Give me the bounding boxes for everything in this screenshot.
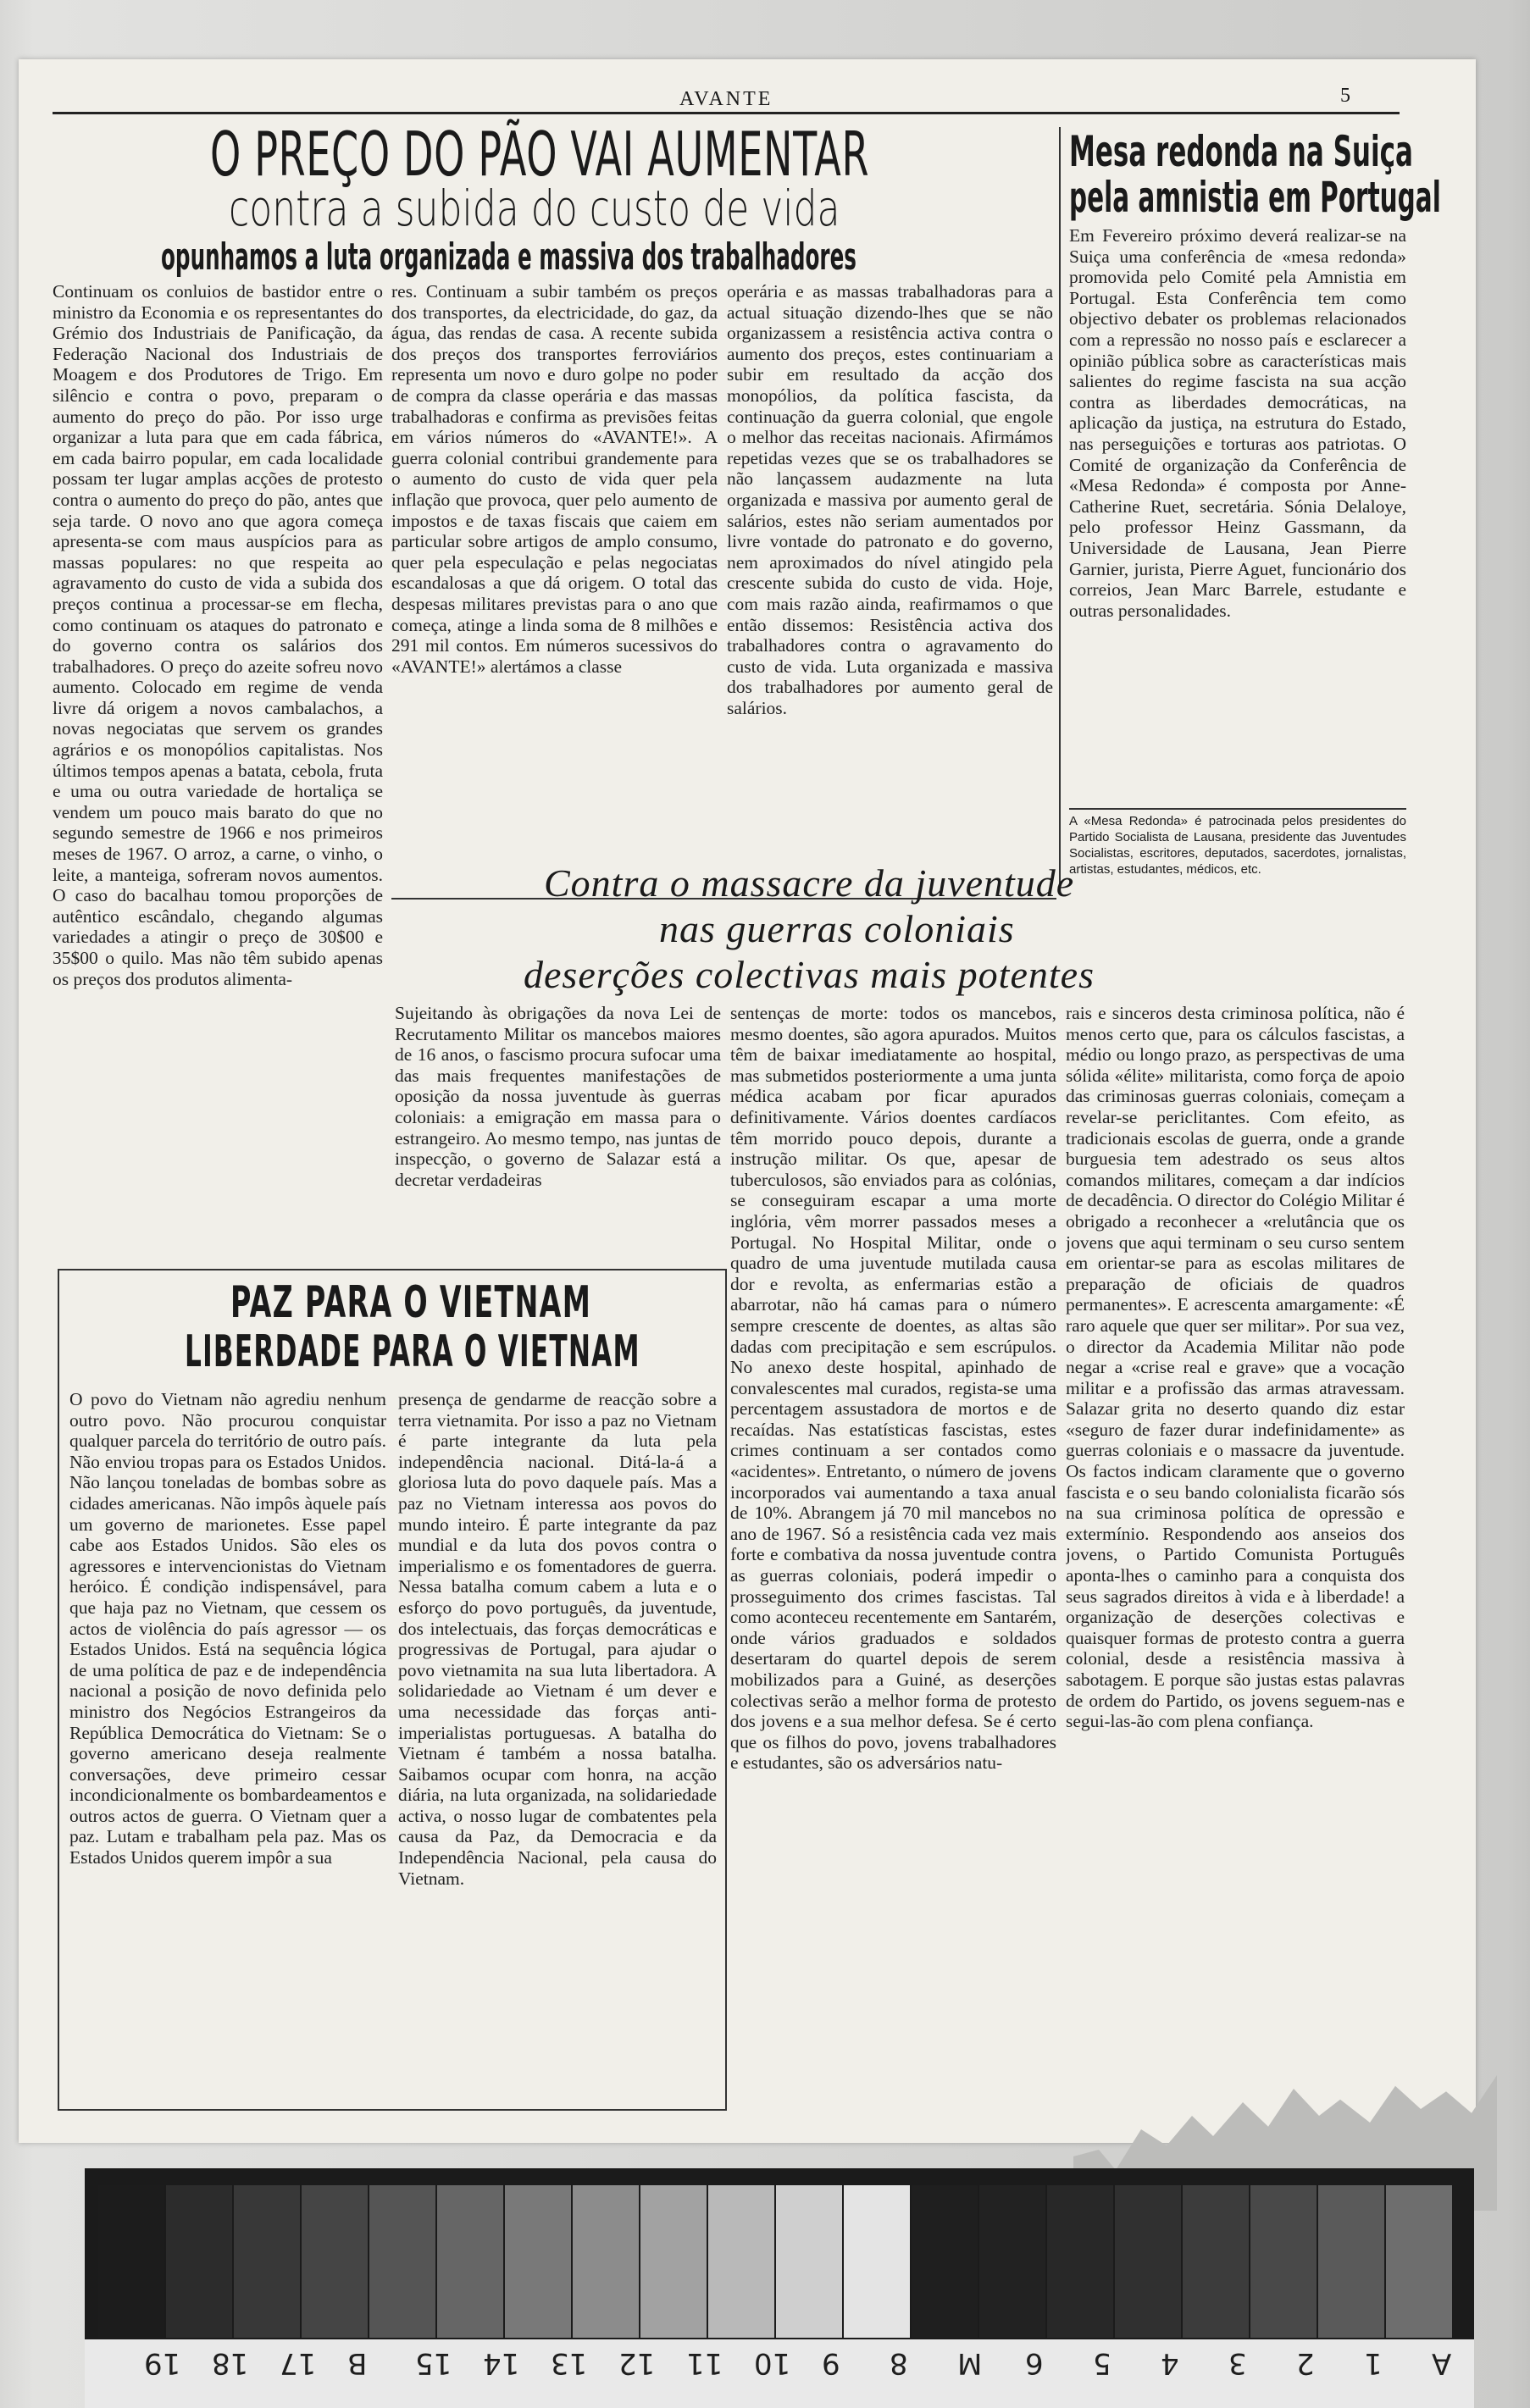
- gray-patch: [1250, 2185, 1317, 2338]
- sidebar-subtitle: pela amnistia em Portugal: [1069, 173, 1441, 222]
- gray-patch: [844, 2185, 910, 2338]
- gray-patch: [166, 2185, 232, 2338]
- gray-patch: [640, 2185, 707, 2338]
- sidebar-body: Em Fevereiro próximo deverá realizar-se na Suiça uma conferência de «mesa redonda» promovida pelo Comité pela Amnistia em Portugal. Esta Conferência tem como objectivo debater os problemas relacionados com a repressão no nosso país e esclarecer a opinião pública sobre as características mais salientes do regime fascista na sua acção contra as liberdades democráticas, na aplicação da justiça, na estrutura do Estado, nas perseguições e torturas aos patriotas. O Comité de organização da Conferência de «Mesa Redonda» é composta por Anne-Catherine Ruet, secretária. Sónia Delaloye, pelo professor Heinz Gassmann, da Universidade de Lausana, Jean Pierre Garnier, jurista, Pierre Aguet, funcionário dos correios, Jean Marc Barrele, estudante e outras personalidades.: [1069, 225, 1406, 621]
- page-number: 5: [1340, 85, 1350, 107]
- scale-label: 9: [822, 2346, 840, 2380]
- sidebar-title: Mesa redonda na Suiça: [1069, 127, 1413, 176]
- scale-label: B: [347, 2346, 368, 2380]
- gray-patch: [1183, 2185, 1249, 2338]
- youth-article-col1: Sujeitando às obrigações da nova Lei de Recrutamento Militar os mancebos maiores de 16 anos, o fascismo procura sufocar uma das mais frequentes manifestações de oposição da nossa juventude às guerras coloniais: a emigração em massa para o estrangeiro. Ao mesmo tempo, nas juntas de inspecção, o governo de Salazar está a decretar verdadeiras: [395, 1003, 721, 1190]
- main-title: O PREÇO DO PÃO VAI AUMENTAR: [210, 119, 870, 190]
- gray-patch: [708, 2185, 774, 2338]
- main-subtitle: contra a subida do custo de vida: [229, 180, 840, 237]
- main-article-col1: Continuam os conluios de bastidor entre o ministro da Economia e os representantes do Grémio dos Industriais de Panificação, da Federação Nacional dos Industriais de Moagem e dos Produtores de Trigo. Em silêncio e contra o povo, preparam o aumento do preço do pão. Por isso urge organizar a luta para que em cada fábrica, em cada bairro popular, em cada localidade possam ter lugar amplas acções de protesto contra o aumento do preço do pão, antes que seja tarde. O novo ano que agora começa apresenta-se com maus auspícios para as massas populares: no que respeita ao agravamento do custo de vida a subida dos preços continua a processar-se em flecha, como continuam os ataques do patronato e do governo contra os salários dos trabalhadores. O preço do azeite sofreu novo aumento. Colocado em regime de venda livre dá origem a novos cambalachos, a novas negociatas que servem os grandes agrários e os monopólios capitalistas. Nos últimos tempos apenas a batata, cebola, fruta e uma ou outra variedade de hortaliça se vendem um pouco mais barato do que no segundo semestre de 1966 e nos primeiros meses de 1967. O arroz, a carne, o vinho, o leite, a manteiga, sofreram novos aumentos. O caso do bacalhau tomou proporções de autêntico escândalo, chegando algumas variedades a atingir o preço de 30$00 e 35$00 o quilo. Mas não têm subido apenas os preços dos produtos alimenta-: [53, 281, 383, 989]
- gray-patch: [573, 2185, 639, 2338]
- main-article-col3: operária e as massas trabalhadoras para a actual situação dizendo-lhes que se não organizassem a resistência activa contra o aumento dos preços, estes continuariam a subir em resultado da acção dos monopólios, da política fascista, da continuação da guerra colonial, que engole o melhor das receitas nacionais. Afirmámos repetidas vezes que se os trabalhadores se não lançassem audazmente na luta organizada e massiva por aumento geral de salários, estes não seriam aumentados por livre vontade do patronato e do governo, nem aproximados do nível atingido pela crescente subida do custo de vida. Hoje, com mais razão ainda, reafirmamos o que então dissemos: Resistência activa dos trabalhadores contra o agravamento do custo de vida. Luta organizada e massiva dos trabalhadores por aumento geral de salários.: [727, 281, 1053, 718]
- scale-label: 11: [686, 2346, 723, 2380]
- gray-patch: [1318, 2185, 1384, 2338]
- vietnam-article-col1: O povo do Vietnam não agrediu nenhum outro povo. Não procurou conquistar qualquer parcela do território de outro país. Não enviou tropas para os Estados Unidos. Não lançou toneladas de bombas sobre as cidades americanas. Não impôs àquele país um governo de marionetes. Esse papel cabe aos Estados Unidos. São eles os agressores e intervencionistas do Vietnam heróico. É condição indispensável, para que haja paz no Vietnam, que cessem os actos de violência do país agressor — os Estados Unidos. Está na sequência lógica de uma política de paz e de independência nacional a posição de novo definida pelo ministro dos Negócios Estrangeiros da República Democrática do Vietnam: Se o governo americano deseja realmente conversações, deve primeiro cessar incondicionalmente os bombardeamentos e outros actos de guerra. O Vietnam quer a paz. Lutam e trabalham pela paz. Mas os Estados Unidos querem impôr a sua: [69, 1389, 386, 1868]
- sidebar-note: A «Mesa Redonda» é patrocinada pelos presidentes do Partido Socialista de Lausana, presidente das Juventudes Socialistas, escritores, deputados, sacerdotes, jornalistas, artistas, estudantes, médicos, etc.: [1069, 814, 1406, 877]
- scale-label: 5: [1093, 2346, 1111, 2380]
- gray-patch: [505, 2185, 571, 2338]
- gray-patch: [437, 2185, 503, 2338]
- youth-title: Contra o massacre da juventude: [544, 861, 1075, 905]
- gray-patch: [98, 2185, 164, 2338]
- youth-article-col3: rais e sinceros desta criminosa política, não é menos certo que, para os cálculos fascistas, a médio ou longo prazo, as perspectivas de uma sólida «élite» militarista, como força de apoio das criminosas guerras coloniais, começam a revelar-se periclitantes. Com efeito, as tradicionais escolas de guerra, onde a grande burguesia tem adestrado os seus altos comandos militares, começam a dar indícios de decadência. O director do Colégio Militar é obrigado a reconhecer a «relutância que os jovens que aqui terminam o seu curso sentem em orientar-se para as escolas militares de preparação de oficiais de quadros permanentes». E acrescenta amargamente: «É raro aquele que quer ser militar». Por sua vez, o director da Academia Militar não pode negar a «crise real e grave» que a vocação militar e a profissão das armas atravessam. Salazar grita no deserto quando diz estar «seguro de fazer durar indefinidamente» as guerras coloniais e o massacre da juventude. Os factos indicam claramente que o governo fascista e o seu bando colonialista ficarão sós na sua criminosa política de opressão e extermínio. Respondendo aos anseios dos jovens, o Partido Comunista Português aponta-lhes o caminho para a conquista dos seus sagrados direitos à vida e à liberdade! a organização de deserções colectivas e quaisquer formas de protesto contra a guerra colonial, desde a resistência massiva à sabotagem. E porque são justas estas palavras de ordem do Partido, os jovens seguem-nas e segui-las-ão com plena confiança.: [1066, 1003, 1405, 1732]
- gray-patch: [979, 2185, 1045, 2338]
- scale-label: 3: [1228, 2346, 1247, 2380]
- sidebar-note-rule: [1069, 808, 1406, 810]
- scale-label: A: [1432, 2346, 1452, 2380]
- header-rule: [53, 112, 1400, 114]
- paper-name: AVANTE: [679, 88, 773, 110]
- scale-label: 1: [1364, 2346, 1383, 2380]
- gray-patch: [1115, 2185, 1181, 2338]
- scale-label: 15: [415, 2346, 452, 2380]
- scale-label: 12: [618, 2346, 656, 2380]
- gray-patch: [369, 2185, 435, 2338]
- scale-label: 10: [754, 2346, 791, 2380]
- main-article-col2: res. Continuam a subir também os preços dos transportes, da electricidade, do gaz, da água, das rendas de casa. A recente subida dos preços dos transportes ferroviários representa um novo e duro golpe no poder de compra da classe operária e das massas trabalhadoras e confirma as previsões feitas em vários números do «AVANTE!». A guerra colonial contribui grandemente para o aumento do custo de vida quer pela inflação que provoca, quer pelo aumento de impostos e de taxas fiscais que caiem em particular sobre artigos de amplo consumo, quer pela especulação e pelas negociatas escandalosas a que dá origem. O total das despesas militares previstas para o ano que começa, atinge a linda soma de 8 milhões e 291 mil contos. Em números sucessivos do «AVANTE!» alertámos a classe: [391, 281, 718, 677]
- newspaper-page: [19, 59, 1476, 2143]
- youth-subtitle: nas guerras coloniais: [659, 907, 1015, 950]
- youth-subheading: deserções colectivas mais potentes: [524, 953, 1095, 996]
- vietnam-article-col2: presença de gendarme de reacção sobre a terra vietnamita. Por isso a paz no Vietnam é parte integrante da luta pela independência nacional. Ditá-la-á a gloriosa luta do povo daquele país. Mas a paz no Vietnam interessa aos povos do mundo inteiro. É parte integrante da paz mundial e da luta dos povos contra o imperialismo e os fomentadores de guerra. Nessa batalha comum cabem a luta e o esforço do povo português, da juventude, dos intelectuais, das forças democráticas e progressivas de Portugal, para ajudar o povo vietnamita na sua luta libertadora. A solidariedade ao Vietnam é um dever e uma necessidade das forças anti-imperialistas portuguesas. A batalha do Vietnam é também a nossa batalha. Saibamos ocupar com honra, na acção diária, na luta organizada, na solidariedade activa, o nosso lugar de combatentes pela causa da Paz, da Democracia e da Independência Nacional, pela causa do Vietnam.: [398, 1389, 717, 1889]
- gray-patch: [234, 2185, 300, 2338]
- scale-label: M: [957, 2346, 983, 2380]
- sidebar-divider: [1059, 127, 1061, 894]
- gray-patch: [302, 2185, 368, 2338]
- youth-article-col2: sentenças de morte: todos os mancebos, mesmo doentes, são agora apurados. Muitos têm de baixar imediatamente ao hospital, mas submetidos posteriormente a uma junta médica acabam por ficar apurados definitivamente. Vários doentes cardíacos têm morrido pouco depois, durante a instrução militar. Os que, apesar de tuberculosos, são enviados para as colónias, se conseguiram escapar a uma morte inglória, vêm morrer passados meses a Portugal. No Hospital Militar, onde o quadro de uma juventude mutilada causa dor e revolta, as enfermarias estão a abarrotar, não há camas para o número sempre crescente de doentes, as altas são dadas com precipitação e sem escrúpulos. No anexo deste hospital, apinhado de convalescentes mal curados, regista-se uma percentagem assustadora de mortos e de recaídas. Nas estatísticas fascistas, estes crimes continuam a ser contados como «acidentes». Entretanto, o número de jovens incorporados vai aumentando a taxa anual de 10%. Abrangem já 70 mil mancebos no ano de 1967. Só a resistência cada vez mais forte e combativa da nossa juventude contra as guerras coloniais, poderá impedir o prosseguimento dos crimes fascistas. Tal como aconteceu recentemente em Santarém, onde vários graduados e soldados desertaram do quartel depois de serem mobilizados para a Guiné, as deserções colectivas serão a melhor forma de protesto dos jovens e a sua melhor defesa. Se é certo que os filhos do povo, jovens trabalhadores e estudantes, são os adversários natu-: [730, 1003, 1056, 1774]
- scale-label: 19: [144, 2346, 181, 2380]
- scale-label: 18: [212, 2346, 249, 2380]
- main-subheading: opunhamos a luta organizada e massiva dos trabalhadores: [161, 235, 856, 279]
- gray-patch: [1386, 2185, 1452, 2338]
- scale-label: 14: [483, 2346, 520, 2380]
- scale-label: 13: [551, 2346, 588, 2380]
- scale-label: 2: [1296, 2346, 1315, 2380]
- scale-label: 4: [1161, 2346, 1179, 2380]
- vietnam-title: PAZ PARA O VIETNAM: [230, 1277, 592, 1328]
- scale-label: 17: [280, 2346, 317, 2380]
- gray-patch: [1047, 2185, 1113, 2338]
- gray-patch: [912, 2185, 978, 2338]
- vietnam-subtitle: LIBERDADE PARA O VIETNAM: [185, 1326, 640, 1377]
- scale-label: 8: [890, 2346, 908, 2380]
- scale-label: 6: [1025, 2346, 1044, 2380]
- gray-patch: [776, 2185, 842, 2338]
